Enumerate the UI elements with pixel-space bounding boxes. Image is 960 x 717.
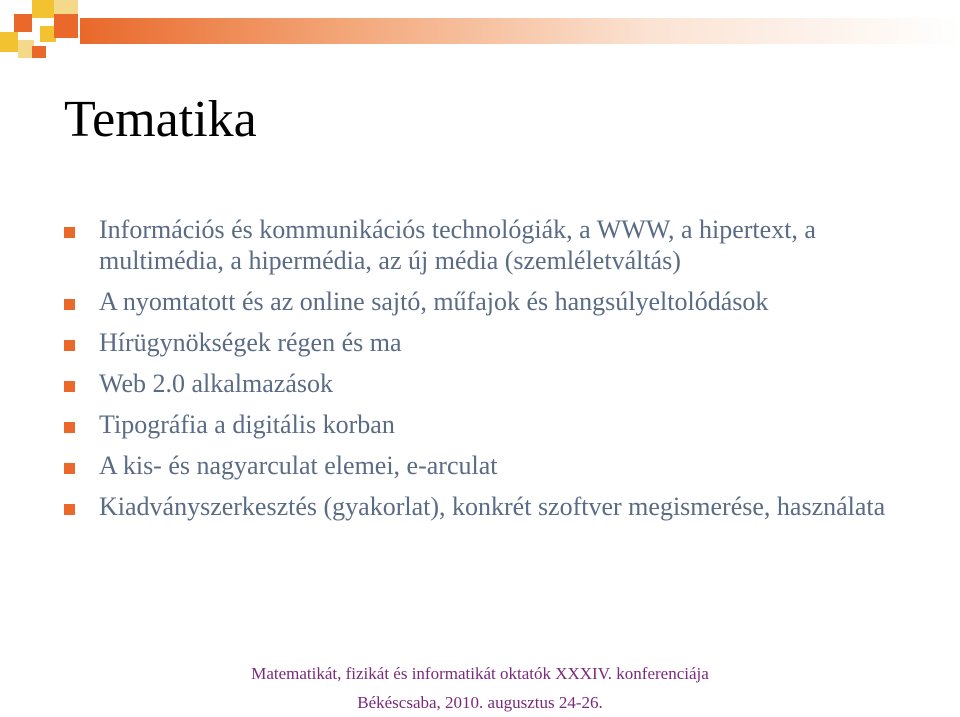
list-item <box>64 409 924 440</box>
list-item-text: Hírügynökségek régen és ma <box>99 328 402 357</box>
header-gradient-bar <box>80 18 960 44</box>
square-bullet-icon <box>64 422 75 433</box>
footer-place-date: Békéscsaba, 2010. augusztus 24-26. <box>357 693 603 712</box>
list-item <box>64 214 924 276</box>
square-bullet-icon <box>64 381 75 392</box>
bullet-list <box>64 214 924 532</box>
deco-square <box>14 14 32 32</box>
deco-square <box>32 46 46 58</box>
list-item <box>64 286 924 317</box>
header-decoration <box>0 0 960 70</box>
list-item-text: Tipográfia a digitális korban <box>99 410 395 439</box>
list-item-text: Információs és kommunikációs technológiák, a WWW, a hipertext, a multimédia, a hipermédia, az új média (szemléletváltás) <box>99 215 816 275</box>
list-item-text: Kiadványszerkesztés (gyakorlat), konkrét szoftver megismerése, használata <box>99 492 886 521</box>
list-item <box>64 491 924 522</box>
square-bullet-icon <box>64 340 75 351</box>
square-bullet-icon <box>64 504 75 515</box>
list-item-text: A nyomtatott és az online sajtó, műfajok és hangsúlyeltolódások <box>99 287 769 316</box>
list-item <box>64 368 924 399</box>
square-bullet-icon <box>64 299 75 310</box>
list-item-text: A kis- és nagyarculat elemei, e-arculat <box>99 451 498 480</box>
list-item <box>64 450 924 481</box>
list-item-text: Web 2.0 alkalmazások <box>99 369 333 398</box>
deco-square <box>54 14 78 38</box>
slide-title: Tematika <box>64 91 257 148</box>
deco-square <box>32 0 54 18</box>
list-item <box>64 327 924 358</box>
square-bullet-icon <box>64 463 75 474</box>
deco-square <box>54 0 78 14</box>
footer-conference: Matematikát, fizikát és informatikát oktatók XXXIV. konferenciája <box>251 664 709 683</box>
square-bullet-icon <box>64 227 75 238</box>
deco-square <box>0 32 18 52</box>
